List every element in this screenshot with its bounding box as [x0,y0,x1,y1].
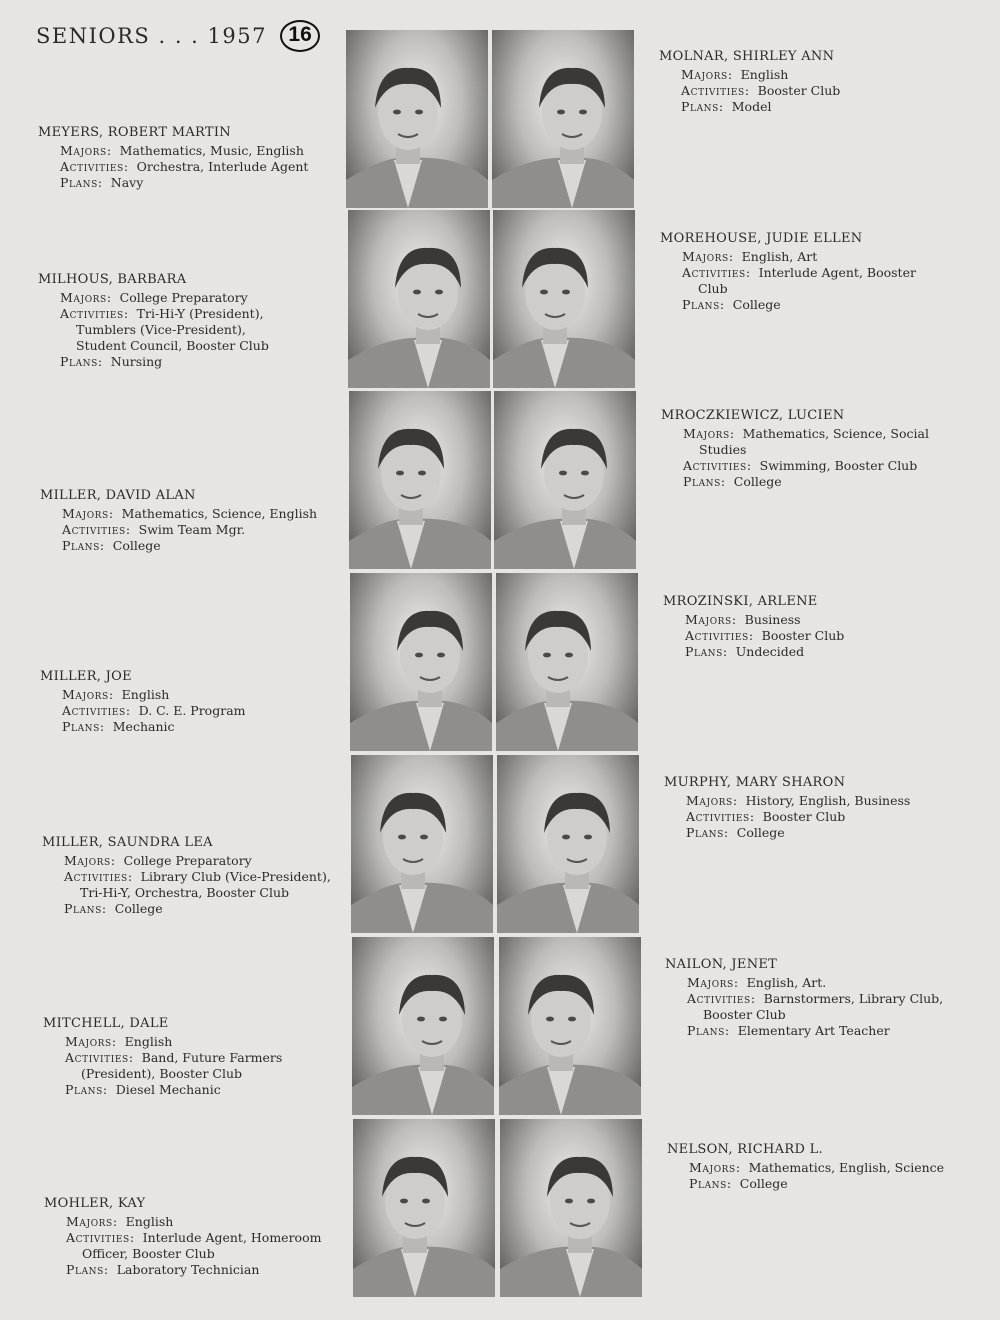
majors-value: Mathematics, English, Science [748,1160,945,1175]
majors-row [38,290,338,306]
activities-value: D. C. E. Program [138,703,246,718]
plans-value: College [733,474,782,489]
student-entry [659,49,959,115]
activities-row [663,628,963,644]
majors-label: Majors: [687,975,739,990]
student-name: MURPHY, MARY SHARON [664,775,846,790]
student-entry [663,594,963,660]
student-name: MEYERS, ROBERT MARTIN [38,125,231,140]
plans-label: Plans: [689,1176,732,1191]
majors-value: Mathematics, Science, English [121,506,318,521]
majors-row [44,1214,344,1230]
student-entry [40,488,340,554]
portrait-photo [348,210,490,388]
portrait-photo [352,937,494,1115]
portrait-photo [499,937,641,1115]
majors-row [40,687,340,703]
activities-label: Activities: [686,809,755,824]
plans-row [667,1176,967,1192]
plans-row [659,99,959,115]
page-title: SENIORS . . . 1957 [36,24,267,48]
plans-row [40,719,340,735]
portrait-photo [353,1119,495,1297]
student-entry [44,1196,344,1278]
plans-label: Plans: [60,354,103,369]
student-entry [38,125,338,191]
majors-row [663,612,963,628]
plans-value: College [114,901,163,916]
student-name: NELSON, RICHARD L. [667,1142,823,1157]
majors-continued: Studies [699,442,747,457]
activities-row [661,458,961,474]
activities-value: Interlude Agent, Booster [758,265,916,280]
activities-row [38,306,338,322]
activities-value: Barnstormers, Library Club, [763,991,944,1006]
activities-row [43,1050,343,1066]
student-entry [40,669,340,735]
student-name: NAILON, JENET [665,957,778,972]
plans-value: Undecided [735,644,805,659]
plans-value: Elementary Art Teacher [737,1023,890,1038]
plans-value: College [739,1176,788,1191]
majors-label: Majors: [683,426,735,441]
activities-continued: Student Council, Booster Club [76,338,269,353]
portrait-photo [351,755,493,933]
majors-label: Majors: [681,67,733,82]
activities-value: Swimming, Booster Club [759,458,918,473]
activities-label: Activities: [685,628,754,643]
plans-row [44,1262,344,1278]
activities-row [659,83,959,99]
activities-label: Activities: [62,703,131,718]
activities-value: Tri-Hi-Y (President), [136,306,264,321]
activities-row [664,809,964,825]
majors-row [660,249,960,265]
plans-value: Diesel Mechanic [115,1082,221,1097]
activities-label: Activities: [60,306,129,321]
activities-row [665,991,965,1007]
activities-label: Activities: [60,159,129,174]
activities-value: Library Club (Vice-President), [140,869,331,884]
majors-label: Majors: [682,249,734,264]
portrait-photo [500,1119,642,1297]
majors-label: Majors: [66,1214,118,1229]
majors-label: Majors: [62,687,114,702]
plans-value: Nursing [110,354,163,369]
majors-value: English [125,1214,174,1229]
handwritten-page-number: 16 [280,20,320,52]
plans-row [661,474,961,490]
majors-value: College Preparatory [119,290,248,305]
plans-label: Plans: [683,474,726,489]
activities-label: Activities: [64,869,133,884]
activities-value: Interlude Agent, Homeroom [142,1230,322,1245]
student-name: MOREHOUSE, JUDIE ELLEN [660,231,863,246]
plans-label: Plans: [62,538,105,553]
activities-continued: (President), Booster Club [81,1066,243,1081]
activities-label: Activities: [681,83,750,98]
student-entry [42,835,342,917]
portrait-photo [494,391,636,569]
plans-row [43,1082,343,1098]
majors-value: Business [744,612,801,627]
activities-label: Activities: [683,458,752,473]
plans-label: Plans: [687,1023,730,1038]
portrait-photo [350,573,492,751]
majors-label: Majors: [686,793,738,808]
majors-label: Majors: [62,506,114,521]
majors-row [42,853,342,869]
majors-value: English, Art [741,249,818,264]
majors-row [664,793,964,809]
activities-value: Band, Future Farmers [141,1050,283,1065]
portrait-photo [497,755,639,933]
plans-label: Plans: [682,297,725,312]
activities-label: Activities: [62,522,131,537]
activities-row [660,265,960,281]
majors-value: English, Art. [746,975,827,990]
majors-label: Majors: [685,612,737,627]
activities-value: Swim Team Mgr. [138,522,246,537]
activities-row [38,159,338,175]
student-name: MILHOUS, BARBARA [38,272,187,287]
activities-continued: Tumblers (Vice-President), [76,322,246,337]
activities-label: Activities: [65,1050,134,1065]
plans-value: Mechanic [112,719,175,734]
student-name: MILLER, JOE [40,669,132,684]
majors-row [665,975,965,991]
activities-label: Activities: [687,991,756,1006]
majors-label: Majors: [65,1034,117,1049]
student-name: MOHLER, KAY [44,1196,146,1211]
portrait-photo [496,573,638,751]
plans-row [664,825,964,841]
majors-value: English [121,687,170,702]
plans-value: College [732,297,781,312]
majors-row [659,67,959,83]
plans-value: Model [731,99,772,114]
student-name: MILLER, DAVID ALAN [40,488,196,503]
plans-label: Plans: [685,644,728,659]
plans-label: Plans: [65,1082,108,1097]
majors-row [40,506,340,522]
activities-continued: Officer, Booster Club [82,1246,215,1261]
plans-row [663,644,963,660]
plans-label: Plans: [60,175,103,190]
plans-label: Plans: [66,1262,109,1277]
portrait-photo [493,210,635,388]
student-entry [660,231,960,313]
majors-value: English [740,67,789,82]
student-name: MROCZKIEWICZ, LUCIEN [661,408,845,423]
majors-row [661,426,961,442]
majors-row [43,1034,343,1050]
majors-label: Majors: [60,143,112,158]
student-name: MILLER, SAUNDRA LEA [42,835,213,850]
majors-label: Majors: [64,853,116,868]
majors-value: College Preparatory [123,853,252,868]
portrait-photo [349,391,491,569]
majors-row [667,1160,967,1176]
plans-row [40,538,340,554]
activities-continued: Club [698,281,728,296]
plans-row [38,175,338,191]
majors-value: History, English, Business [745,793,911,808]
student-name: MITCHELL, DALE [43,1016,169,1031]
plans-value: College [736,825,785,840]
plans-value: Laboratory Technician [116,1262,260,1277]
activities-row [40,703,340,719]
activities-label: Activities: [66,1230,135,1245]
plans-value: Navy [110,175,144,190]
student-entry [667,1142,967,1192]
activities-value: Orchestra, Interlude Agent [136,159,309,174]
plans-row [665,1023,965,1039]
student-entry [664,775,964,841]
plans-label: Plans: [64,901,107,916]
activities-value: Booster Club [761,628,845,643]
activities-value: Booster Club [762,809,846,824]
student-entry [661,408,961,490]
activities-continued: Tri-Hi-Y, Orchestra, Booster Club [80,885,289,900]
majors-label: Majors: [689,1160,741,1175]
portrait-photo [492,30,634,208]
plans-label: Plans: [62,719,105,734]
plans-row [660,297,960,313]
activities-value: Booster Club [757,83,841,98]
portrait-photo [346,30,488,208]
student-name: MROZINSKI, ARLENE [663,594,818,609]
plans-label: Plans: [681,99,724,114]
plans-value: College [112,538,161,553]
majors-label: Majors: [60,290,112,305]
activities-continued: Booster Club [703,1007,786,1022]
majors-value: Mathematics, Music, English [119,143,304,158]
activities-row [42,869,342,885]
activities-row [44,1230,344,1246]
plans-label: Plans: [686,825,729,840]
activities-label: Activities: [682,265,751,280]
student-entry [38,272,338,370]
activities-row [40,522,340,538]
majors-row [38,143,338,159]
student-entry [43,1016,343,1098]
student-name: MOLNAR, SHIRLEY ANN [659,49,835,64]
page-header [36,22,312,54]
majors-value: English [124,1034,173,1049]
student-entry [665,957,965,1039]
plans-row [38,354,338,370]
majors-value: Mathematics, Science, Social [742,426,929,441]
plans-row [42,901,342,917]
